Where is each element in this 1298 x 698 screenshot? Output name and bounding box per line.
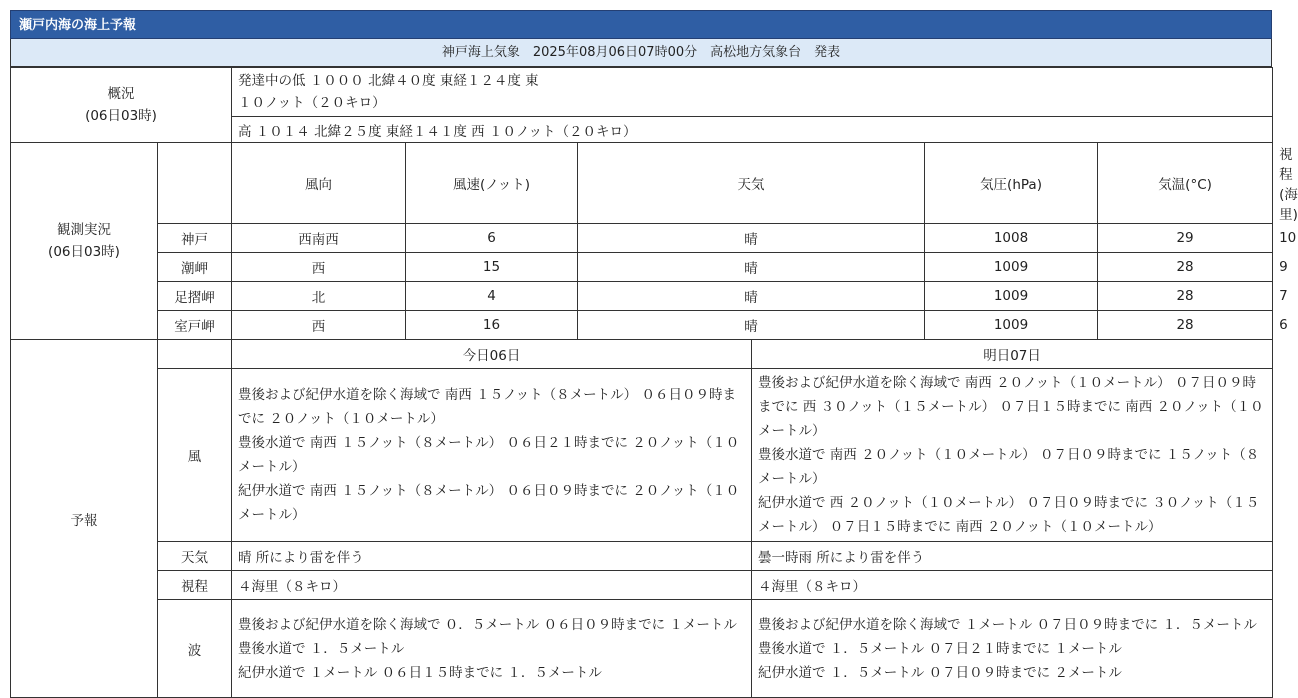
table-row: 潮岬 西 15 晴 1009 28 9 — [11, 253, 1273, 282]
obs-label — [11, 143, 158, 340]
gaikyo-low-line2: １０ノット（２０キロ） — [238, 95, 386, 111]
forecast-header-blank — [158, 340, 232, 369]
gaikyo-high: 高 １０１４ 北緯２５度 東経１４１度 西 １０ノット（２０キロ） — [232, 117, 1273, 143]
obs-place: 足摺岬 — [158, 282, 232, 311]
obs-weather: 晴 — [578, 311, 925, 340]
obs-header-temp: 気温(°C) — [1098, 143, 1273, 224]
obs-label-title: 観測実況 — [57, 222, 111, 238]
wind-today-line: 豊後および紀伊水道を除く海域で 南西 １５ノット（８メートル） ０６日０９時までに ２０ノット（１０メートル） — [238, 387, 736, 427]
forecast-wave-tomorrow — [752, 600, 1273, 698]
wave-tomorrow-line: 豊後水道で １．５メートル ０７日２１時までに １メートル — [758, 640, 1122, 657]
obs-direction: 北 — [232, 282, 406, 311]
obs-weather: 晴 — [578, 282, 925, 311]
obs-pressure: 1009 — [925, 253, 1098, 282]
forecast-label: 予報 — [11, 340, 158, 698]
obs-speed: 16 — [406, 311, 578, 340]
obs-place: 潮岬 — [158, 253, 232, 282]
obs-temp: 29 — [1098, 224, 1273, 253]
gaikyo-label — [11, 68, 232, 143]
forecast-wind-tomorrow — [752, 369, 1273, 542]
gaikyo-low — [232, 68, 1273, 117]
obs-weather: 晴 — [578, 253, 925, 282]
wind-today-line: 紀伊水道で 南西 １５ノット（８メートル） ０６日０９時までに ２０ノット（１０メートル） — [238, 483, 740, 523]
forecast-wind-today — [232, 369, 752, 542]
wind-tomorrow-line: 紀伊水道で 西 ２０ノット（１０メートル） ０７日０９時までに ３０ノット（１５メートル） ０７日１５時までに 南西 ２０ノット（１０メートル） — [758, 495, 1260, 535]
obs-label-time: (06日03時) — [48, 244, 120, 260]
wave-today-line: 豊後水道で １．５メートル — [238, 640, 405, 657]
obs-temp: 28 — [1098, 311, 1273, 340]
wave-today-line: 豊後および紀伊水道を除く海域で ０．５メートル ０６日０９時までに １メートル — [238, 616, 737, 633]
forecast-visibility-today: ４海里（８キロ） — [232, 571, 752, 600]
forecast-weather-label: 天気 — [158, 542, 232, 571]
wind-today-line: 豊後水道で 南西 １５ノット（８メートル） ０６日２１時までに ２０ノット（１０メートル） — [238, 435, 740, 475]
forecast-wind-label: 風 — [158, 369, 232, 542]
forecast-panel — [10, 10, 1298, 698]
table-row: 室戸岬 西 16 晴 1009 28 6 — [11, 311, 1273, 340]
gaikyo-low-line1: 発達中の低 １０００ 北緯４０度 東経１２４度 東 — [238, 73, 539, 89]
obs-speed: 4 — [406, 282, 578, 311]
panel-title: 瀬戸内海の海上予報 — [10, 10, 1272, 39]
forecast-visibility-label: 視程 — [158, 571, 232, 600]
gaikyo-label-time: (06日03時) — [85, 108, 157, 124]
forecast-today-header: 今日06日 — [232, 340, 752, 369]
obs-speed: 6 — [406, 224, 578, 253]
obs-direction: 西 — [232, 311, 406, 340]
forecast-tomorrow-header: 明日07日 — [752, 340, 1273, 369]
forecast-wave-today — [232, 600, 752, 698]
obs-pressure: 1009 — [925, 311, 1098, 340]
obs-place: 神戸 — [158, 224, 232, 253]
wind-tomorrow-line: 豊後水道で 南西 ２０ノット（１０メートル） ０７日０９時までに １５ノット（８メートル） — [758, 447, 1260, 487]
obs-place: 室戸岬 — [158, 311, 232, 340]
forecast-table: 概況 (06日03時) 発達中の低 １０００ 北緯４０度 東経１２４度 東 １０ノット（２０キロ） 高 １０１４ 北緯２５度 東経１４１度 西 １０ノット（２０キロ） 観測実況 (06日03時) 風向 風速(ノット) 天気 気圧(hPa) 気温(°C) 視程(海里) 神戸 西南西 6 晴 1008 29 10 潮岬 西 15 晴 1009 28 9 足摺岬 北 4 晴 1009 28 7 室戸岬 西 16 晴 1009 28 6 予報 今日06日 明日07日 風 豊後および紀伊水道を除く海域で 南西 １５ノット（８メートル） ０６日０９時までに ２０ノット（１０メートル） 豊後水道で 南西 １５ノット（８メートル） ０６日２１時までに ２０ノット（１０メートル） 紀伊水道で 南西 １５ノット（８メートル） ０６日０９時までに ２０ノット（１０メートル） 豊後および紀伊水道を除く海域で 南西 ２０ノット（１０メートル） ０７日０９時までに 西 ３０ノット（１５メートル） ０７日１５時までに 南西 ２０ノット（１０メートル） 豊後水道で 南西 ２０ノット（１０メートル） ０７日０９時までに １５ノット（８メートル） 紀伊水道で 西 ２０ノット（１０メートル） ０７日０９時までに ３０ノット（１５メートル） ０７日１５時までに 南西 ２０ノット（１０メートル） 天気 晴 所により雷を伴う 曇一時雨 所により雷を伴う 視程 ４海里（８キロ） ４海里（８キロ） 波 豊後および紀伊水道を除く海域で ０．５メートル ０６日０９時までに １メートル 豊後水道で １．５メートル 紀伊水道で １メートル ０６日１５時までに １．５メートル 豊後および紀伊水道を除く海域で １メートル ０７日０９時までに １．５メートル 豊後水道で １．５メートル ０７日２１時までに １メートル 紀伊水道で １．５メートル ０７日０９時までに ２メートル — [10, 67, 1273, 698]
obs-temp: 28 — [1098, 253, 1273, 282]
forecast-visibility-tomorrow: ４海里（８キロ） — [752, 571, 1273, 600]
wave-today-line: 紀伊水道で １メートル ０６日１５時までに １．５メートル — [238, 664, 602, 681]
obs-header-speed: 風速(ノット) — [406, 143, 578, 224]
obs-header-weather: 天気 — [578, 143, 925, 224]
table-row: 足摺岬 北 4 晴 1009 28 7 — [11, 282, 1273, 311]
obs-weather: 晴 — [578, 224, 925, 253]
table-row: 神戸 西南西 6 晴 1008 29 10 — [11, 224, 1273, 253]
forecast-weather-today: 晴 所により雷を伴う — [232, 542, 752, 571]
obs-pressure: 1008 — [925, 224, 1098, 253]
obs-direction: 西南西 — [232, 224, 406, 253]
obs-header-direction: 風向 — [232, 143, 406, 224]
wave-tomorrow-line: 紀伊水道で １．５メートル ０７日０９時までに ２メートル — [758, 664, 1122, 681]
obs-direction: 西 — [232, 253, 406, 282]
forecast-weather-tomorrow: 曇一時雨 所により雷を伴う — [752, 542, 1273, 571]
obs-header-pressure: 気圧(hPa) — [925, 143, 1098, 224]
wind-tomorrow-line: 豊後および紀伊水道を除く海域で 南西 ２０ノット（１０メートル） ０７日０９時までに 西 ３０ノット（１５メートル） ０７日１５時までに 南西 ２０ノット（１０メートル） — [758, 375, 1264, 439]
obs-header-blank — [158, 143, 232, 224]
issue-info: 神戸海上気象 2025年08月06日07時00分 高松地方気象台 発表 — [10, 39, 1272, 67]
forecast-wave-label: 波 — [158, 600, 232, 698]
obs-speed: 15 — [406, 253, 578, 282]
gaikyo-label-title: 概況 — [107, 86, 135, 102]
wave-tomorrow-line: 豊後および紀伊水道を除く海域で １メートル ０７日０９時までに １．５メートル — [758, 616, 1257, 633]
obs-temp: 28 — [1098, 282, 1273, 311]
obs-pressure: 1009 — [925, 282, 1098, 311]
